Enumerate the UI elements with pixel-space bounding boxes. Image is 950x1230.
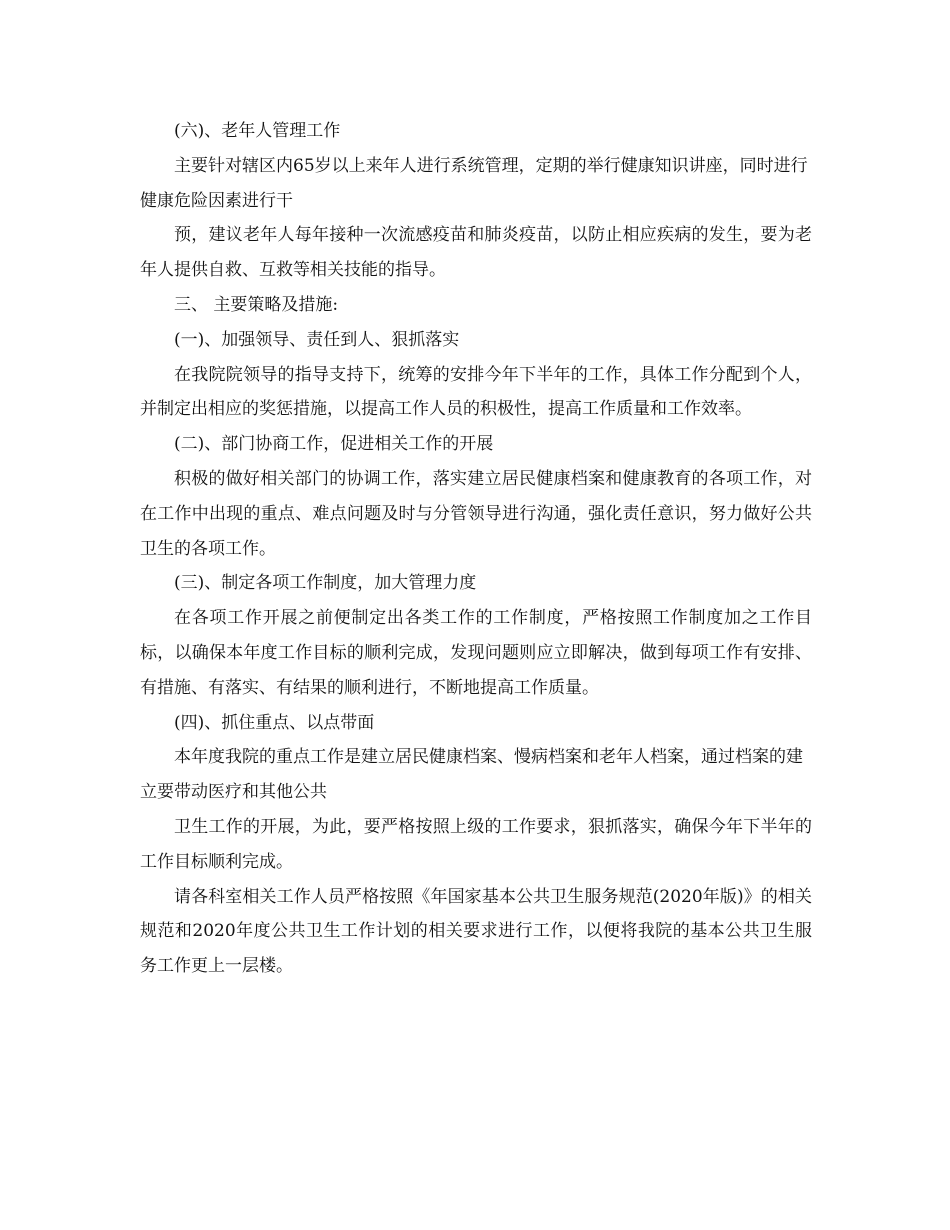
paragraph-leadership: 在我院院领导的指导支持下，统筹的安排今年下半年的工作，具体工作分配到个人，并制定出相应的奖惩措施，以提高工作人员的积极性，提高工作质量和工作效率。 — [140, 364, 812, 420]
paragraph-closing-request: 请各科室相关工作人员严格按照《年国家基本公共卫生服务规范(2020年版)》的相关规范和2020年度公共卫生工作计划的相关要求进行工作，以便将我院的基本公共卫生服务工作更上一层楼。 — [140, 886, 812, 977]
paragraph-focus-points-1: 本年度我院的重点工作是建立居民健康档案、慢病档案和老年人档案，通过档案的建立要带动医疗和其他公共 — [140, 747, 803, 803]
subheading-department-coordination: (二)、部门协商工作，促进相关工作的开展 — [174, 434, 494, 455]
paragraph-elderly-management-1: 主要针对辖区内65岁以上来年人进行系统管理，定期的举行健康知识讲座，同时进行健康危险因素进行干 — [140, 155, 808, 211]
section-heading-elderly-management: (六)、老年人管理工作 — [174, 121, 341, 141]
document-body — [140, 114, 812, 984]
paragraph-focus-points-2: 卫生工作的开展，为此，要严格按照上级的工作要求，狠抓落实，确保今年下半年的工作目标顺利完成。 — [140, 816, 812, 872]
subheading-work-systems: (三)、制定各项工作制度，加大管理力度 — [174, 573, 477, 594]
subheading-focus-points: (四)、抓住重点、以点带面 — [174, 712, 375, 733]
subheading-leadership: (一)、加强领导、责任到人、狠抓落实 — [174, 329, 460, 350]
paragraph-elderly-management-2: 预，建议老年人每年接种一次流感疫苗和肺炎疫苗，以防止相应疾病的发生，要为老年人提供自救、互救等相关技能的指导。 — [140, 225, 812, 281]
paragraph-work-systems: 在各项工作开展之前便制定出各类工作的工作制度，严格按照工作制度加之工作目标，以确保本年度工作目标的顺利完成，发现问题则应立即解决，做到每项工作有安排、有措施、有落实、有结果的顺利进行，不断地提高工作质量。 — [140, 608, 812, 698]
section-heading-strategies: 三、 主要策略及措施: — [174, 294, 339, 315]
paragraph-department-coordination: 积极的做好相关部门的协调工作，落实建立居民健康档案和健康教育的各项工作，对在工作中出现的重点、难点问题及时与分管领导进行沟通，强化责任意识，努力做好公共卫生的各项工作。 — [140, 468, 812, 559]
